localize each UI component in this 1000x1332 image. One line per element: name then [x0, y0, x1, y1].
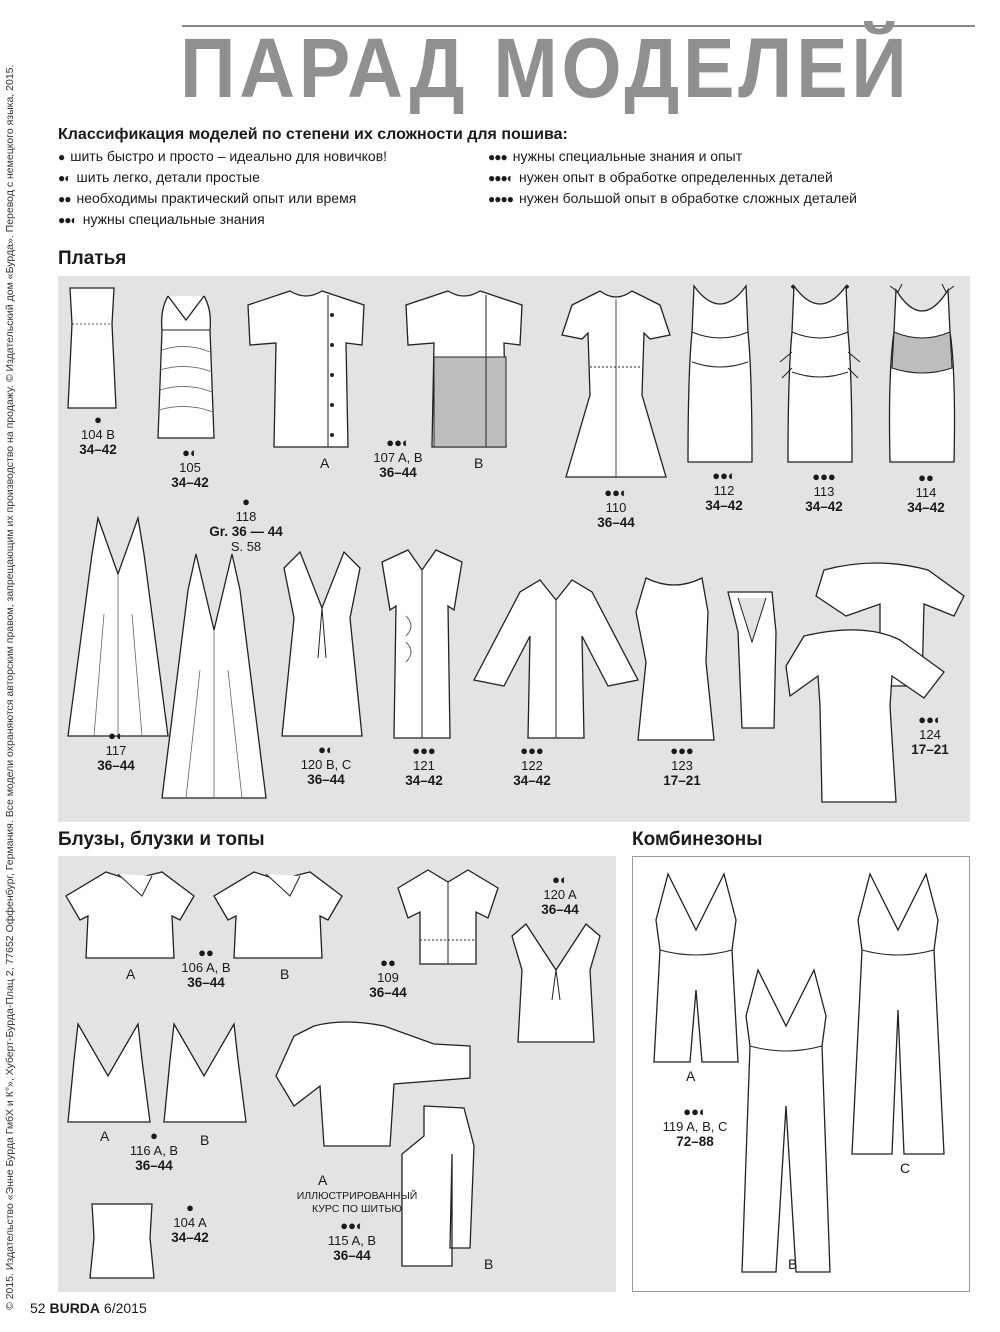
model-caption: ● 118 Gr. 36 — 44 S. 58	[209, 494, 283, 554]
model-caption: ●● 114 34–42	[907, 470, 945, 515]
dress-107b-illustration	[402, 285, 526, 451]
variant-letter: A	[126, 966, 136, 982]
dress-105-illustration	[146, 290, 226, 442]
model-caption: ●●◐ 115 A, B 36–44	[327, 1218, 377, 1263]
top-120a-illustration	[510, 920, 602, 1046]
page-number: 52	[30, 1300, 46, 1316]
variant-letter: A	[318, 1172, 328, 1188]
dress-112-illustration	[682, 282, 758, 466]
model-caption: ●●◐ 112 34–42	[705, 468, 743, 513]
dress-118-illustration	[160, 550, 268, 802]
model-caption: ● 104 A 34–42	[171, 1200, 209, 1245]
dress-124-illustration	[784, 556, 968, 806]
legend-right	[488, 146, 857, 209]
model-caption: ●●◐ 119 A, B, C 72–88	[662, 1104, 728, 1149]
model-caption: ●●● 123 17–21	[663, 743, 701, 788]
section-title-dresses: Платья	[58, 248, 127, 269]
top-116a-illustration	[64, 1020, 154, 1126]
model-caption: ● 104 B 34–42	[79, 412, 117, 457]
legend-item: ●●●● нужен большой опыт в обработке сложных деталей	[488, 190, 857, 206]
model-caption: ●●● 121 34–42	[405, 743, 443, 788]
top-116b-illustration	[160, 1020, 250, 1126]
model-caption: ●● 109 36–44	[369, 955, 407, 1000]
legend-left	[58, 146, 387, 230]
variant-letter: B	[474, 455, 484, 471]
variant-letter: B	[200, 1132, 210, 1148]
dress-113-illustration	[772, 282, 868, 466]
course-note: ИЛЛЮСТРИРОВАННЫЙ КУРС ПО ШИТЬЮ	[296, 1190, 418, 1215]
legend-heading: Классификация моделей по степени их сложности для пошива:	[58, 126, 568, 143]
magazine-brand: BURDA	[49, 1300, 101, 1316]
issue-number: 6/2015	[103, 1300, 147, 1316]
legend-item: ● шить быстро и просто – идеально для новичков!	[58, 148, 388, 164]
dress-117-illustration	[64, 514, 172, 740]
model-caption: ●●◐ 110 36–44	[597, 485, 635, 530]
dress-123-illustration	[628, 572, 784, 744]
variant-letter: A	[686, 1068, 696, 1084]
dress-107a-illustration	[244, 285, 368, 451]
dress-122-illustration	[468, 576, 644, 742]
variant-letter: C	[900, 1160, 911, 1176]
model-caption: ●●◐ 124 17–21	[911, 712, 949, 757]
jumpsuit-119b-illustration	[734, 966, 838, 1276]
dress-120bc-illustration	[280, 548, 364, 740]
variant-letter: B	[280, 966, 290, 982]
model-caption: ●◐ 120 B, C 36–44	[300, 742, 352, 787]
page-title: ПАРАД МОДЕЛЕЙ	[180, 21, 911, 115]
section-title-jumpsuits: Комбинезоны	[632, 829, 763, 850]
page-footer	[30, 1300, 147, 1316]
legend-item: ●●● нужны специальные знания и опыт	[488, 148, 743, 164]
model-caption: ●◐ 117 36–44	[97, 728, 135, 773]
model-caption: ●◐ 105 34–42	[171, 445, 209, 490]
variant-letter: B	[484, 1256, 494, 1272]
legend-item: ●●●◐ нужен опыт в обработке определенных деталей	[488, 169, 833, 185]
model-caption: ●●◐ 107 A, B 36–44	[373, 435, 423, 480]
variant-letter: A	[320, 455, 330, 471]
jumpsuit-119a-illustration	[648, 870, 744, 1066]
model-caption: ●●● 113 34–42	[805, 469, 843, 514]
legend-item: ●● необходимы практический опыт или время	[58, 190, 357, 206]
model-caption: ●● 106 A, B 36–44	[181, 945, 231, 990]
variant-letter: B	[788, 1256, 798, 1272]
dress-104b-illustration	[62, 284, 122, 414]
legend-item: ●◐ шить легко, детали простые	[58, 169, 260, 185]
jumpsuit-119c-illustration	[846, 870, 950, 1158]
model-caption: ● 116 A, B 36–44	[129, 1128, 179, 1173]
dress-121-illustration	[376, 546, 468, 742]
section-title-blouses: Блузы, блузки и топы	[58, 829, 265, 850]
model-caption: ●◐ 120 A 36–44	[541, 872, 579, 917]
dress-114-illustration	[880, 282, 964, 466]
model-caption: ●●● 122 34–42	[513, 743, 551, 788]
dress-110-illustration	[556, 285, 676, 485]
top-104a-illustration	[86, 1198, 158, 1282]
legend-item: ●●◐ нужны специальные знания	[58, 211, 265, 227]
variant-letter: A	[100, 1128, 110, 1144]
copyright-note: © 2015. Издательство «Энне Бурда ГмбХ и К°», Хуберт-Бурда-Плац 2, 77652 Оффенбург, Германия. Все модели охраняются авторским правом, запрещающим их производство на продажу. © Издательский дом «Бурда». Перевод с немецкого языка, 2015.	[4, 64, 16, 1310]
